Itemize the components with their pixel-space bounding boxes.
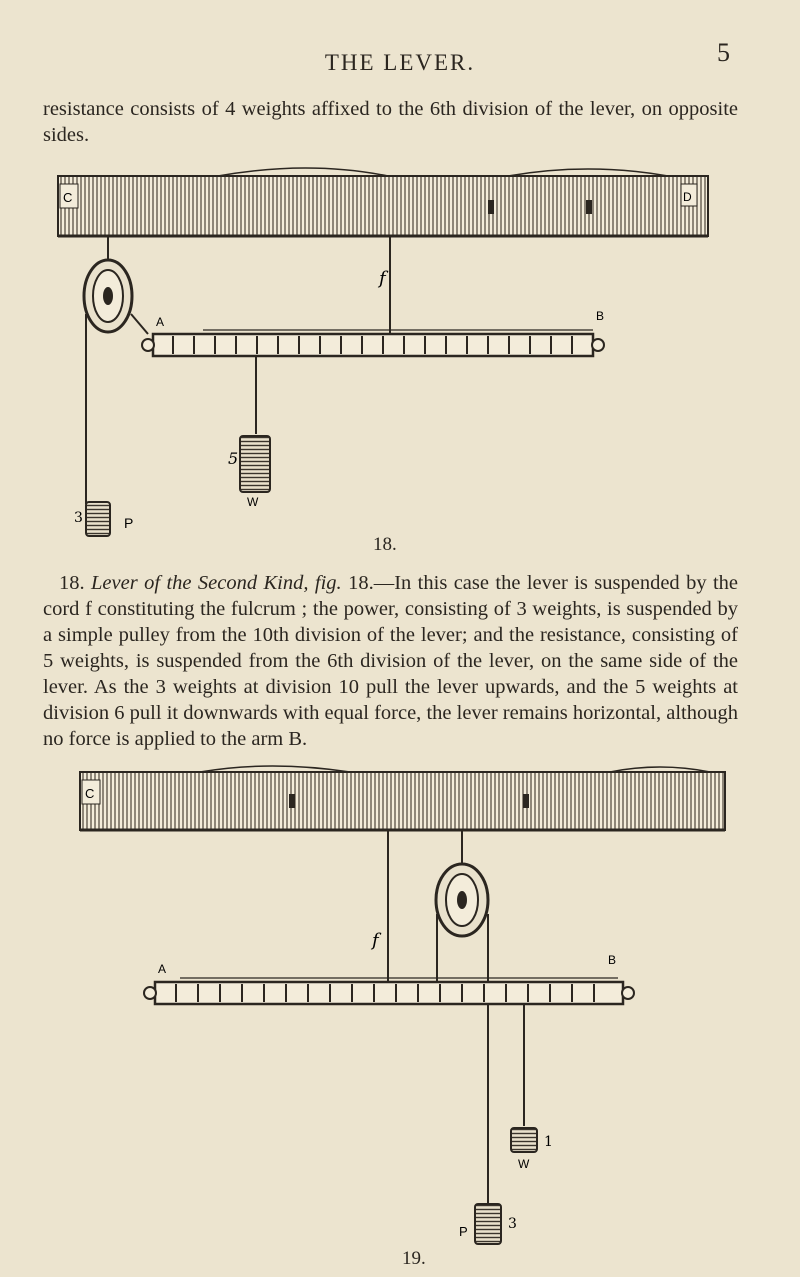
label-w: W [518,1157,530,1171]
resistance-weights [240,356,270,492]
pulley [436,830,488,1242]
section-number: 18. [59,572,85,594]
intro-paragraph: resistance consists of 4 weights affixed to the 6th division of the lever, on opposite sides. [43,98,738,146]
label-3: 3 [74,510,83,526]
label-f: f [372,930,379,951]
label-w: W [247,495,259,509]
section-end: . [302,728,308,750]
figure-19-illustration [70,764,740,1264]
lever-bar [144,978,634,1004]
figure-19-caption: 19. [402,1248,426,1269]
power-weights [86,502,110,536]
label-b: B [596,309,605,323]
ceiling-beam [80,766,725,830]
label-p: P [124,515,134,531]
page-number: 5 [717,38,730,67]
label-1: 1 [544,1134,553,1150]
label-3: 3 [508,1216,517,1232]
figure-19 [70,764,740,1264]
figure-18 [48,164,728,538]
section-body: —In this case the lever is suspended by the cord f constituting the fulcrum ; the power, consisting of 3 weights, is suspended by a simple pulley from the 10th division of the lever; and the resistance, consisting of 5 weights, is suspended from the 6th division of the lever, on the same side of the lever. As the 3 weights at division 10 pull the lever upwards, and the 5 weights at division 6 pull it downwards with equal force, the lever remains horizontal, although no force is applied to the arm [43,572,739,750]
resistance-weights [511,1004,537,1152]
section-title: Lever of the Second Kind, fig. [91,572,342,594]
label-f: f [379,268,386,289]
label-a: A [156,315,165,329]
label-5: 5 [228,449,239,468]
pulley [84,236,148,504]
label-b: B [608,953,617,967]
label-c: C [85,786,95,801]
label-c: C [63,190,73,205]
ceiling-beam [58,168,708,236]
lever-bar [142,330,604,356]
figure-reference: 18. [348,572,374,594]
section-18-paragraph [43,570,738,752]
arm-label: B [288,728,303,750]
figure-18-caption: 18. [373,534,397,555]
figure-18-illustration [48,164,728,538]
label-p: P [459,1224,468,1239]
power-weights [475,1204,501,1244]
label-a: A [158,962,167,976]
running-head: THE LEVER. [324,50,476,75]
label-d: D [683,190,692,204]
